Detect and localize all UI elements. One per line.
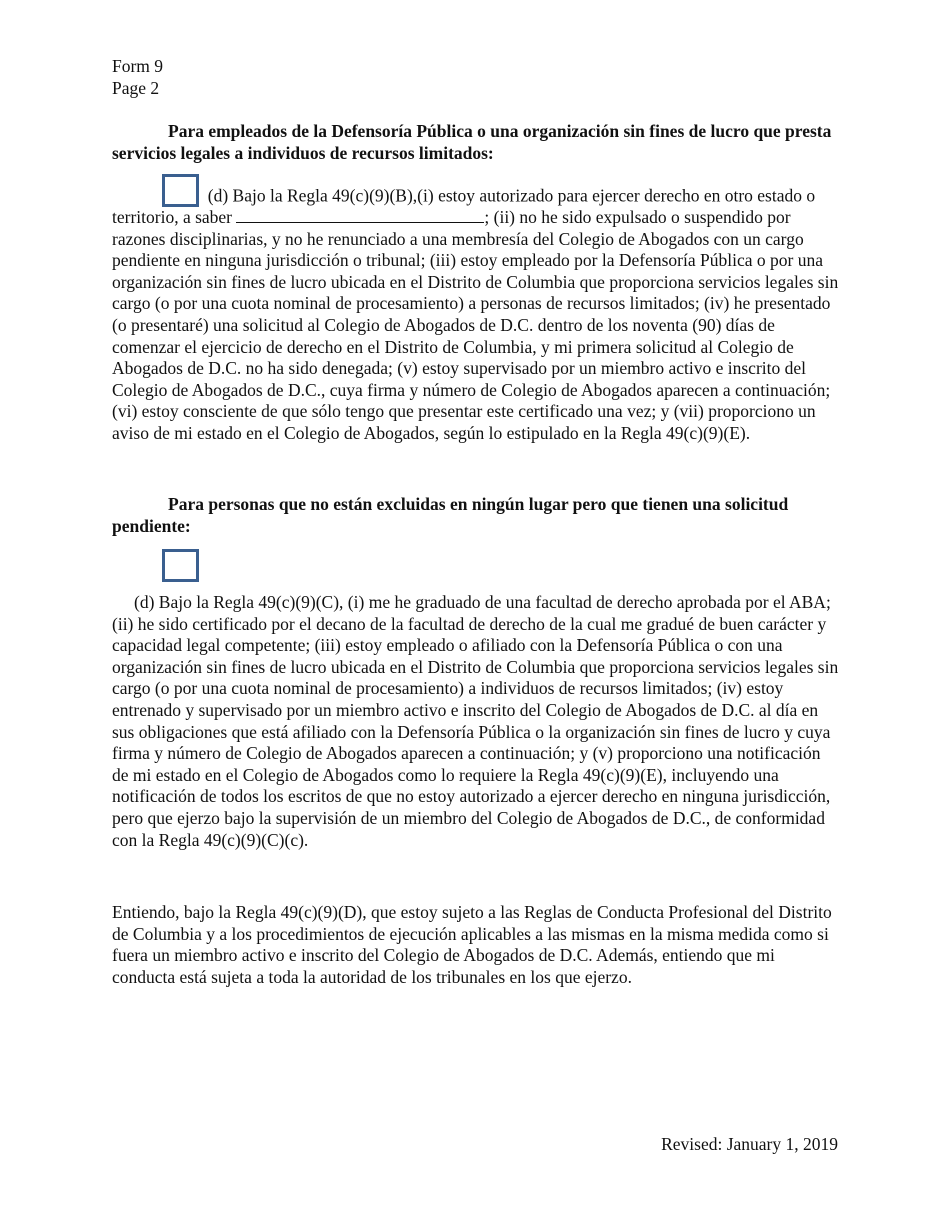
revision-date: Revised: January 1, 2019	[661, 1134, 838, 1154]
section2-checkbox[interactable]	[162, 549, 199, 582]
section1-text-start: (d) Bajo la Regla 49(c)(9)(B),(i) estoy autorizado para ejercer derecho en otro estado o territorio, a saber	[112, 185, 816, 227]
form-number: Form 9	[112, 56, 164, 76]
section1-text-end: ; (ii) no he sido expulsado o suspendido por razones disciplinarias, y no he renunciado a una membresía del Colegio de Abogados con un cargo pendiente en ninguna jurisdicción o tribunal; (iii) estoy empleado por la Defensoría Pública o por una organización sin fines de lucro ubicada en el Distrito de Columbia que proporciona servicios legales sin cargo (o por una cuota nominal de procesamiento) a personas de recursos limitados; (iv) he presentado (o presentaré) una solicitud al Colegio de Abogados de D.C. dentro de los noventa (90) días de comenzar el ejercicio de derecho en el Distrito de Columbia, y mi primera solicitud al Colegio de Abogados de D.C. no ha sido denegada; (v) estoy supervisado por un miembro activo e inscrito del Colegio de Abogados de D.C., cuya firma y número de Colegio de Abogados aparecen a continuación; (vi) estoy consciente de que sólo tengo que presentar este certificado una vez; y (vii) proporciono un aviso de mi estado en el Colegio de Abogados, según lo estipulado en la Regla 49(c)(9)(E).	[112, 207, 839, 443]
closing-paragraph: Entiendo, bajo la Regla 49(c)(9)(D), que estoy sujeto a las Reglas de Conducta Profesional del Distrito de Columbia y a los procedimientos de ejecución aplicables a las mismas en la misma medida como si fuera un miembro activo e inscrito del Colegio de Abogados de D.C. Además, entiendo que mi conducta está sujeta a toda la autoridad de los tribunales en los que ejerzo.	[112, 902, 832, 987]
section1-checkbox[interactable]	[162, 174, 199, 207]
page-number: Page 2	[112, 78, 160, 98]
section1-heading: Para empleados de la Defensoría Pública o una organización sin fines de lucro que presta servicios legales a individuos de recursos limitados:	[112, 121, 832, 163]
section2-paragraph: (d) Bajo la Regla 49(c)(9)(C), (i) me he graduado de una facultad de derecho aprobada por el ABA; (ii) he sido certificado por el decano de la facultad de derecho de la cual me gradué de buen carácter y capacidad legal competente; (iii) estoy empleado o afiliado con la Defensoría Pública o con una organización sin fines de lucro ubicada en el Distrito de Columbia que proporciona servicios legales sin cargo (o por una cuota nominal de procesamiento) a individuos de recursos limitados; (iv) estoy entrenado y supervisado por un miembro activo e inscrito del Colegio de Abogados de D.C. al día en sus obligaciones que está afiliado con la Defensoría Pública o la organización sin fines de lucro y cuya firma y número de Colegio de Abogados aparecen a continuación; y (v) proporciono una notificación de mi estado en el Colegio de Abogados como lo requiere la Regla 49(c)(9)(E), incluyendo una notificación de todos los escritos de que no estoy autorizado a ejercer derecho en ninguna jurisdicción, pero que ejerzo bajo la supervisión de un miembro del Colegio de Abogados de D.C., de conformidad con la Regla 49(c)(9)(C)(c).	[112, 592, 839, 850]
form-header	[112, 56, 163, 100]
section2-heading: Para personas que no están excluidas en ningún lugar pero que tienen una solicitud pendiente:	[112, 494, 789, 536]
section1-paragraph	[112, 174, 842, 445]
state-territory-blank[interactable]	[236, 207, 484, 223]
